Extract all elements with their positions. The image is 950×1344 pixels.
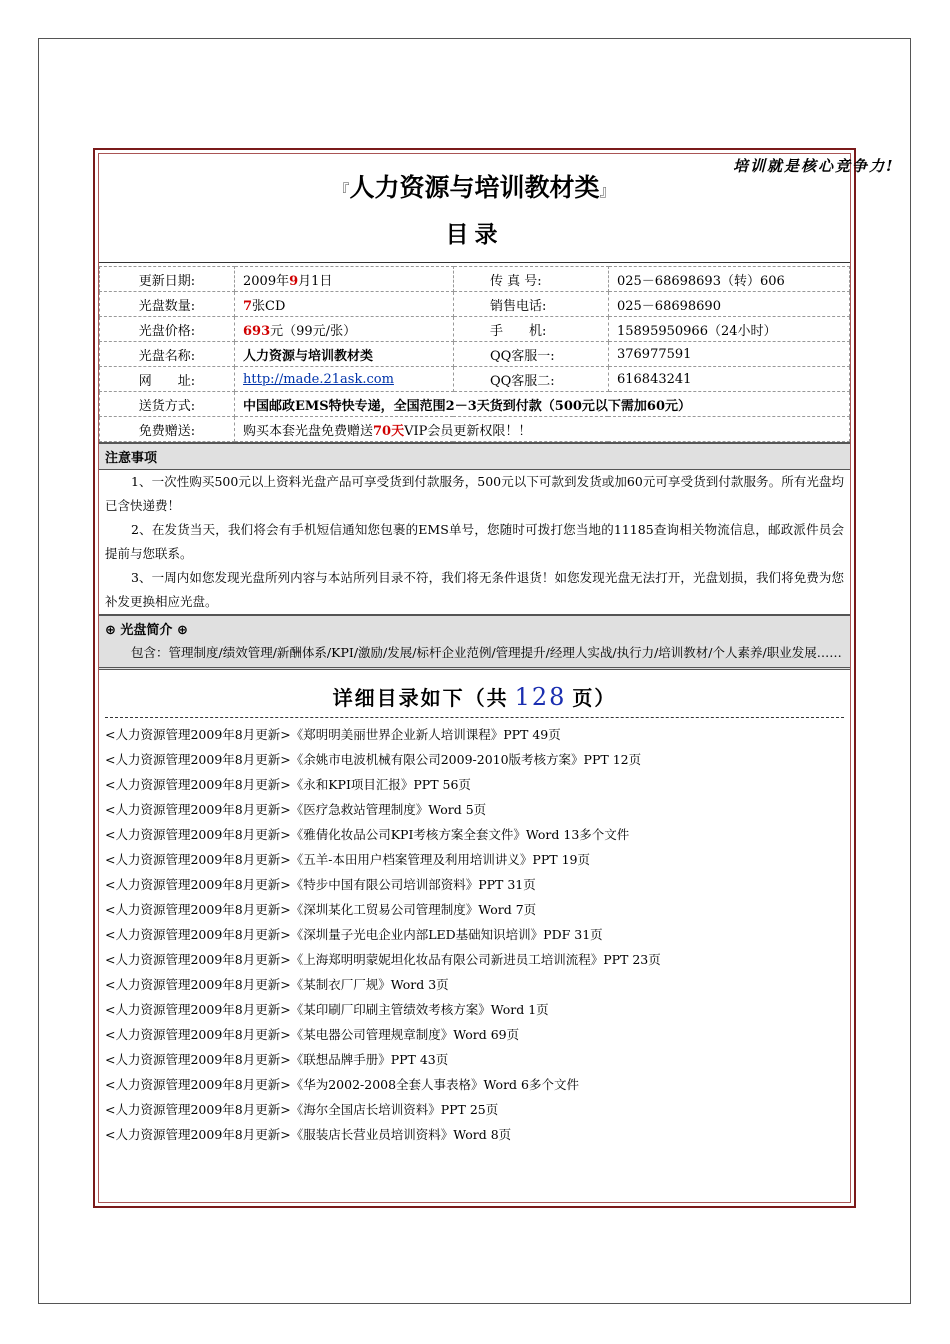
price-value <box>235 317 454 342</box>
fax-label: 传 真 号: <box>453 267 608 292</box>
gift-pre: 购买本套光盘免费赠送 <box>243 423 374 439</box>
update-month: 9 <box>289 273 299 289</box>
list-item: <人力资源管理2009年8月更新>《某电器公司管理规章制度》Word 69页 <box>105 1027 520 1042</box>
list-item: <人力资源管理2009年8月更新>《永和KPI项目汇报》PPT 56页 <box>105 777 471 792</box>
list-item: <人力资源管理2009年8月更新>《余姚市电波机械有限公司2009-2010版考核方案》PPT 12页 <box>105 752 642 767</box>
page-subtitle: 目录 <box>445 222 504 248</box>
info-row <box>100 267 850 292</box>
list-item: <人力资源管理2009年8月更新>《郑明明美丽世界企业新人培训课程》PPT 49页 <box>105 727 561 742</box>
list-item: <人力资源管理2009年8月更新>《医疗急救站管理制度》Word 5页 <box>105 802 487 817</box>
list-item: <人力资源管理2009年8月更新>《特步中国有限公司培训部资料》PPT 31页 <box>105 877 536 892</box>
qq2-label: QQ客服二: <box>453 367 608 392</box>
count-label: 光盘数量: <box>100 292 235 317</box>
count-value <box>235 292 454 317</box>
info-row <box>100 317 850 342</box>
qq1-label: QQ客服一: <box>453 342 608 367</box>
list-item: <人力资源管理2009年8月更新>《服装店长营业员培训资料》Word 8页 <box>105 1127 512 1142</box>
gift-value <box>235 417 850 442</box>
qq2-value: 616843241 <box>608 367 849 392</box>
list-item: <人力资源管理2009年8月更新>《上海郑明明蒙妮坦化妆品有限公司新进员工培训流程》PPT 23页 <box>105 952 661 967</box>
update-year: 2009年 <box>243 273 290 289</box>
update-day: 月1日 <box>298 273 333 289</box>
intro-body: 包含：管理制度/绩效管理/新酬体系/KPI/激励/发展/标杆企业范例/管理提升/经理人实战/执行力/培训教材/个人素养/职业发展…… <box>99 641 850 670</box>
website-link[interactable]: http://made.21ask.com <box>243 371 394 387</box>
detail-heading <box>99 682 850 711</box>
catalog-list <box>99 722 850 1147</box>
intro-heading: ⊕ 光盘简介 ⊕ <box>99 614 850 641</box>
url-cell <box>235 367 454 392</box>
fax-value: 025－68698693（转）606 <box>608 267 849 292</box>
info-row <box>100 392 850 417</box>
list-item: <人力资源管理2009年8月更新>《某印刷厂印刷主管绩效考核方案》Word 1页 <box>105 1002 549 1017</box>
notice-heading: 注意事项 <box>99 442 850 470</box>
list-item: <人力资源管理2009年8月更新>《海尔全国店长培训资料》PPT 25页 <box>105 1102 499 1117</box>
update-value <box>235 267 454 292</box>
bracket-close: 』 <box>599 181 616 200</box>
bracket-open: 『 <box>333 181 350 200</box>
info-table <box>99 266 850 442</box>
divider <box>105 717 844 718</box>
count-unit: 张CD <box>252 298 286 314</box>
notice-item: 1、一次性购买500元以上资料光盘产品可享受货到付款服务，500元以下可款到发货或加60元可享受货到付款服务。所有光盘均已含快递费！ <box>105 474 844 513</box>
count-number: 7 <box>243 298 253 314</box>
list-item: <人力资源管理2009年8月更新>《雅倩化妆品公司KPI考核方案全套文件》Word 13多个文件 <box>105 827 630 842</box>
slogan: 培训就是核心竞争力! <box>733 157 895 175</box>
info-row <box>100 342 850 367</box>
name-label: 光盘名称: <box>100 342 235 367</box>
price-number: 693 <box>243 323 271 339</box>
url-label: 网 址: <box>100 367 235 392</box>
detail-post: 页） <box>572 686 617 710</box>
notice-item: 3、一周内如您发现光盘所列内容与本站所列目录不符，我们将无条件退货！如您发现光盘无法打开，光盘划损，我们将免费为您补发更换相应光盘。 <box>105 570 844 609</box>
gift-post: VIP会员更新权限！！ <box>404 423 532 439</box>
detail-pre: 详细目录如下（共 <box>332 686 509 710</box>
list-item: <人力资源管理2009年8月更新>《某制衣厂厂规》Word 3页 <box>105 977 449 992</box>
document-inner <box>98 153 851 1203</box>
info-row <box>100 367 850 392</box>
gift-days: 70天 <box>373 423 405 439</box>
qq1-value: 376977591 <box>608 342 849 367</box>
phone-value: 025－68698690 <box>608 292 849 317</box>
list-item: <人力资源管理2009年8月更新>《深圳量子光电企业内部LED基础知识培训》PDF 31页 <box>105 927 603 942</box>
document-frame <box>93 148 856 1208</box>
list-item: <人力资源管理2009年8月更新>《深圳某化工贸易公司管理制度》Word 7页 <box>105 902 537 917</box>
mobile-label: 手 机: <box>453 317 608 342</box>
info-row <box>100 417 850 442</box>
list-item: <人力资源管理2009年8月更新>《联想品牌手册》PPT 43页 <box>105 1052 449 1067</box>
ship-label: 送货方式: <box>100 392 235 417</box>
notice-item: 2、在发货当天，我们将会有手机短信通知您包裹的EMS单号，您随时可拨打您当地的11185查询相关物流信息，邮政派件员会提前与您联系。 <box>105 522 844 561</box>
name-value: 人力资源与培训教材类 <box>235 342 454 367</box>
list-item: <人力资源管理2009年8月更新>《五羊-本田用户档案管理及利用培训讲义》PPT 19页 <box>105 852 590 867</box>
gift-label: 免费赠送: <box>100 417 235 442</box>
info-row <box>100 292 850 317</box>
list-item: <人力资源管理2009年8月更新>《华为2002-2008全套人事表格》Word 6多个文件 <box>105 1077 579 1092</box>
price-label: 光盘价格: <box>100 317 235 342</box>
detail-page-count: 128 <box>514 683 567 711</box>
price-unit: 元（99元/张） <box>270 323 357 339</box>
notice-body <box>99 470 850 614</box>
update-label: 更新日期: <box>100 267 235 292</box>
phone-label: 销售电话: <box>453 292 608 317</box>
mobile-value: 15895950966（24小时） <box>608 317 849 342</box>
ship-value: 中国邮政EMS特快专递，全国范围2－3天货到付款（500元以下需加60元） <box>235 392 850 417</box>
title-text: 人力资源与培训教材类 <box>349 173 600 202</box>
